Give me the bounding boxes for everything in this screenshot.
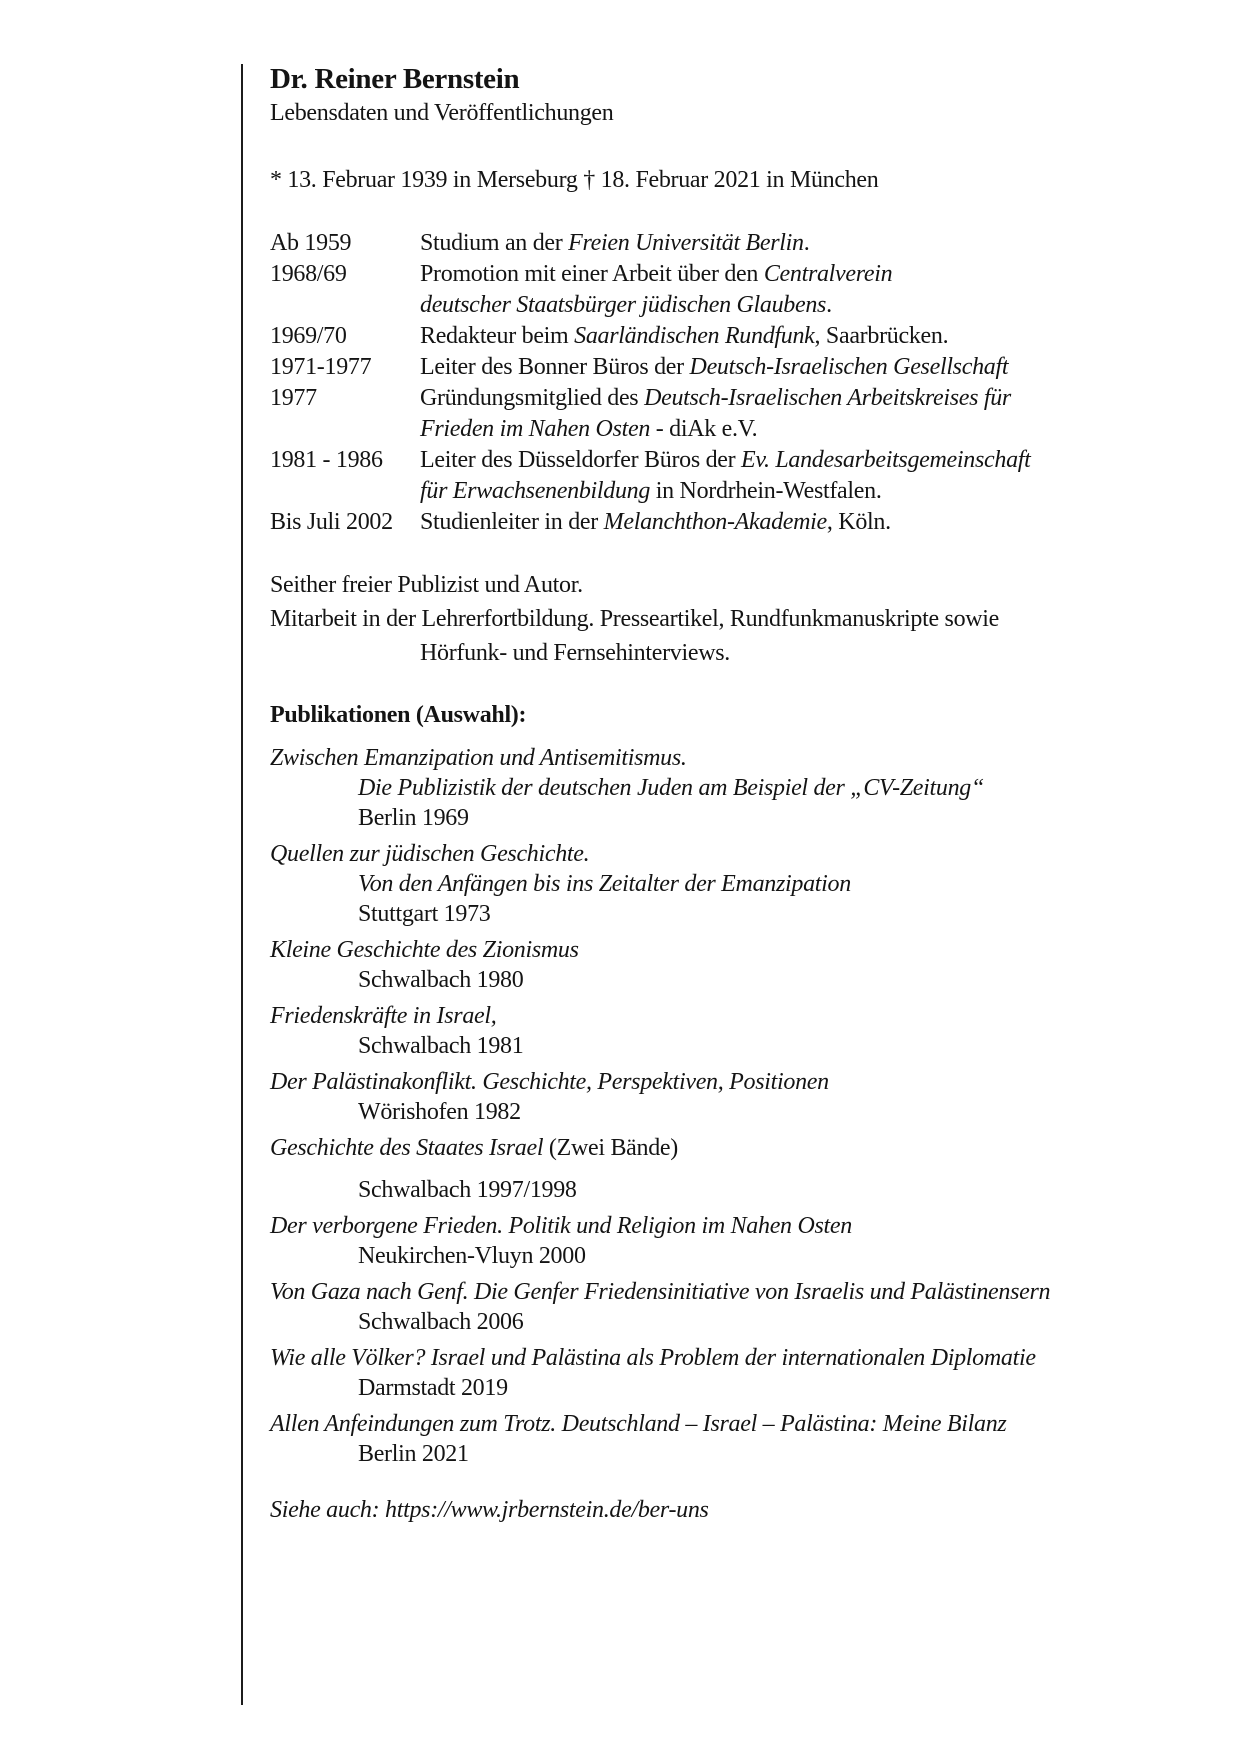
- italic-text: Wie alle Völker? Israel und Palästina als Problem der internationalen Diplomatie: [270, 1345, 1036, 1371]
- publication-place-year: Schwalbach 1981: [358, 1033, 524, 1059]
- publication-subtitle: [270, 869, 1070, 899]
- publications-heading: Publikationen (Auswahl):: [270, 702, 527, 728]
- italic-text: für Erwachsenenbildung: [420, 478, 651, 504]
- italic-text: Melanchthon-Akademie: [603, 509, 827, 535]
- regular-text: , Saarbrücken.: [814, 323, 949, 349]
- timeline-section: [270, 228, 1070, 538]
- italic-text: Die Publizistik der deutschen Juden am Beispiel der „CV-Zeitung“: [358, 775, 985, 801]
- regular-text: Studium an der: [420, 230, 569, 256]
- publication-entry: [270, 1409, 1070, 1469]
- italic-text: Der verborgene Frieden. Politik und Religion im Nahen Osten: [270, 1213, 852, 1239]
- publication-entry: [270, 1343, 1070, 1403]
- timeline-date: Bis Juli 2002: [270, 509, 393, 535]
- italic-text: Ev. Landesarbeitsgemeinschaft: [741, 447, 1031, 473]
- left-vertical-rule: [241, 64, 243, 1705]
- publication-place-year: Neukirchen-Vluyn 2000: [358, 1243, 586, 1269]
- life-dates-line: * 13. Februar 1939 in Merseburg † 18. Februar 2021 in München: [270, 167, 879, 193]
- italic-text: Quellen zur jüdischen Geschichte.: [270, 841, 590, 867]
- timeline-description-line: [420, 476, 1070, 507]
- timeline-description-line: [420, 507, 1070, 538]
- publication-title: [270, 1133, 1070, 1163]
- document-content: [270, 62, 1070, 1525]
- publication-place-year: Schwalbach 1980: [358, 967, 524, 993]
- timeline-date: 1981 - 1986: [270, 447, 383, 473]
- publication-entry: [270, 1001, 1070, 1061]
- publication-place-year: Wörishofen 1982: [358, 1099, 521, 1125]
- publication-entry: [270, 935, 1070, 995]
- timeline-description-line: [420, 290, 1070, 321]
- publication-title: [270, 1211, 1070, 1241]
- timeline-entry: [270, 383, 1070, 445]
- freelance-line-2: Mitarbeit in der Lehrerfortbildung. Presseartikel, Rundfunkmanuskripte sowie: [270, 606, 1000, 632]
- publication-entry: [270, 1133, 1070, 1205]
- timeline-entry: [270, 507, 1070, 538]
- publication-place-year: Berlin 2021: [358, 1441, 469, 1467]
- italic-text: Der Palästinakonflikt. Geschichte, Perspektiven, Positionen: [270, 1069, 829, 1095]
- timeline-description-line: [420, 414, 1070, 445]
- italic-text: Von Gaza nach Genf. Die Genfer Friedensinitiative von Israelis und Palästinensern: [270, 1279, 1051, 1305]
- publication-place-year: Darmstadt 2019: [358, 1375, 508, 1401]
- italic-text: Geschichte des Staates Israel: [270, 1135, 544, 1161]
- italic-text: Deutsch-Israelischen Arbeitskreises für: [644, 385, 1011, 411]
- timeline-description: [420, 383, 1070, 445]
- timeline-date: 1971-1977: [270, 354, 372, 380]
- timeline-entry: [270, 352, 1070, 383]
- italic-text: Allen Anfeindungen zum Trotz. Deutschland – Israel – Palästina: Meine Bilanz: [270, 1411, 1007, 1437]
- timeline-description: [420, 228, 1070, 259]
- publication-title: [270, 1277, 1070, 1307]
- publication-entry: [270, 1211, 1070, 1271]
- regular-text: - diAk e.V.: [650, 416, 758, 442]
- timeline-entry: [270, 259, 1070, 321]
- publication-title: [270, 1343, 1070, 1373]
- timeline-date: 1969/70: [270, 323, 347, 349]
- italic-text: Deutsch-Israelischen Gesellschaft: [689, 354, 1009, 380]
- regular-text: (Zwei Bände): [543, 1135, 678, 1161]
- publication-entry: [270, 1277, 1070, 1337]
- regular-text: .: [826, 292, 832, 318]
- regular-text: Redakteur beim: [420, 323, 575, 349]
- publication-entry: [270, 1067, 1070, 1127]
- timeline-description: [420, 321, 1070, 352]
- publications-list: [270, 743, 1070, 1469]
- timeline-description-line: [420, 321, 1070, 352]
- publication-place-year: Berlin 1969: [358, 805, 469, 831]
- timeline-description-line: [420, 352, 1070, 383]
- regular-text: Leiter des Düsseldorfer Büros der: [420, 447, 742, 473]
- see-also-label: Siehe auch:: [270, 1497, 380, 1523]
- regular-text: in Nordrhein-Westfalen.: [650, 478, 882, 504]
- publication-title: [270, 935, 1070, 965]
- freelance-line-1: Seither freier Publizist und Autor.: [270, 572, 583, 598]
- freelance-note: [270, 568, 1070, 670]
- regular-text: Promotion mit einer Arbeit über den: [420, 261, 764, 287]
- regular-text: .: [803, 230, 810, 256]
- timeline-description-line: [420, 383, 1070, 414]
- website-link[interactable]: https://www.jrbernstein.de/ber-uns: [385, 1497, 709, 1523]
- publication-title: [270, 1001, 1070, 1031]
- publication-title: [270, 839, 1070, 869]
- regular-text: Gründungsmitglied des: [420, 385, 645, 411]
- page-title: Dr. Reiner Bernstein: [270, 63, 520, 95]
- italic-text: Saarländischen Rundfunk: [574, 323, 815, 349]
- publication-entry: [270, 743, 1070, 833]
- page-subtitle: Lebensdaten und Veröffentlichungen: [270, 100, 614, 126]
- regular-text: Studienleiter in der: [420, 509, 604, 535]
- freelance-line-3: Hörfunk- und Fernsehinterviews.: [420, 640, 730, 666]
- publication-subtitle: [270, 773, 1070, 803]
- publication-entry: [270, 839, 1070, 929]
- italic-text: Von den Anfängen bis ins Zeitalter der Emanzipation: [358, 871, 851, 897]
- publication-place-year: Schwalbach 2006: [358, 1309, 524, 1335]
- see-also-line: [270, 1495, 1070, 1525]
- italic-text: Kleine Geschichte des Zionismus: [270, 937, 579, 963]
- timeline-date: 1977: [270, 385, 317, 411]
- italic-text: Zwischen Emanzipation und Antisemitismus.: [270, 745, 687, 771]
- italic-text: Centralverein: [763, 261, 893, 287]
- timeline-description-line: [420, 259, 1070, 290]
- italic-text: Freien Universität Berlin: [568, 230, 804, 256]
- timeline-date: 1968/69: [270, 261, 347, 287]
- regular-text: , Köln.: [826, 509, 891, 535]
- timeline-description: [420, 507, 1070, 538]
- timeline-entry: [270, 228, 1070, 259]
- timeline-description: [420, 352, 1070, 383]
- italic-text: deutscher Staatsbürger jüdischen Glaubens: [420, 292, 827, 318]
- italic-text: Frieden im Nahen Osten: [420, 416, 651, 442]
- timeline-description-line: [420, 445, 1070, 476]
- timeline-description: [420, 259, 1070, 321]
- timeline-date: Ab 1959: [270, 230, 352, 256]
- publication-title: [270, 1067, 1070, 1097]
- timeline-description-line: [420, 228, 1070, 259]
- publication-title: [270, 743, 1070, 773]
- publication-place-year: Schwalbach 1997/1998: [358, 1177, 577, 1203]
- publication-place-year: Stuttgart 1973: [358, 901, 491, 927]
- timeline-entry: [270, 321, 1070, 352]
- regular-text: Leiter des Bonner Büros der: [420, 354, 690, 380]
- italic-text: Friedenskräfte in Israel,: [270, 1003, 497, 1029]
- publication-title: [270, 1409, 1070, 1439]
- timeline-description: [420, 445, 1070, 507]
- timeline-entry: [270, 445, 1070, 507]
